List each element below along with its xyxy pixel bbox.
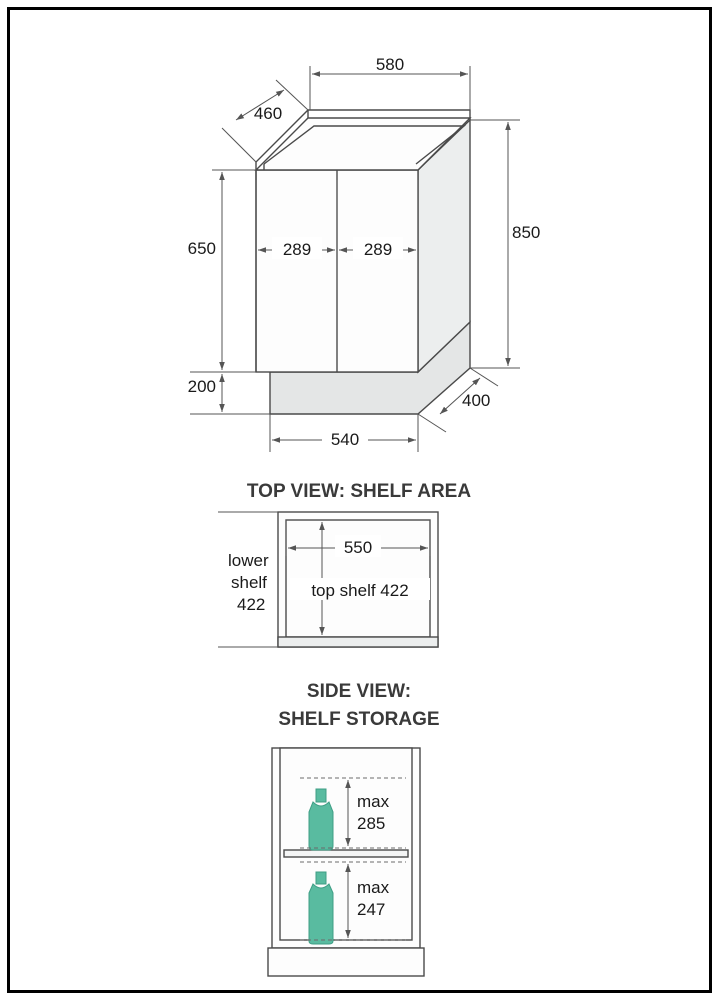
dim-height-doors: 650 [187, 239, 216, 258]
dim-lower-max-line1: max [357, 878, 390, 897]
dim-width-top: 580 [375, 55, 405, 74]
dim-top-shelf: top shelf 422 [311, 581, 409, 600]
dim-upper-max-line2: 285 [357, 814, 386, 833]
side-view-title-line2: SHELF STORAGE [278, 709, 440, 730]
dim-base-depth: 400 [462, 391, 491, 410]
dim-lower-shelf-line2: shelf [231, 573, 267, 592]
dim-top-width: 550 [343, 538, 373, 557]
dim-upper-max-line1: max [357, 792, 390, 811]
dim-base-width: 540 [330, 430, 360, 449]
side-view-section [268, 681, 440, 976]
dim-door-left: 289 [282, 240, 312, 259]
dim-lower-max-line2: 247 [357, 900, 386, 919]
top-view-section [218, 481, 471, 647]
side-view-title-line1: SIDE VIEW: [306, 681, 412, 702]
dim-lower-shelf-line1: lower [228, 551, 269, 570]
dim-depth-top: 460 [253, 104, 283, 123]
dim-lower-shelf-line3: 422 [237, 595, 266, 614]
dim-plinth-height: 200 [187, 377, 216, 396]
dim-door-right: 289 [363, 240, 393, 259]
dim-height-total: 850 [512, 223, 541, 242]
main-cabinet-view [188, 55, 541, 452]
top-view-title: TOP VIEW: SHELF AREA [246, 481, 472, 502]
